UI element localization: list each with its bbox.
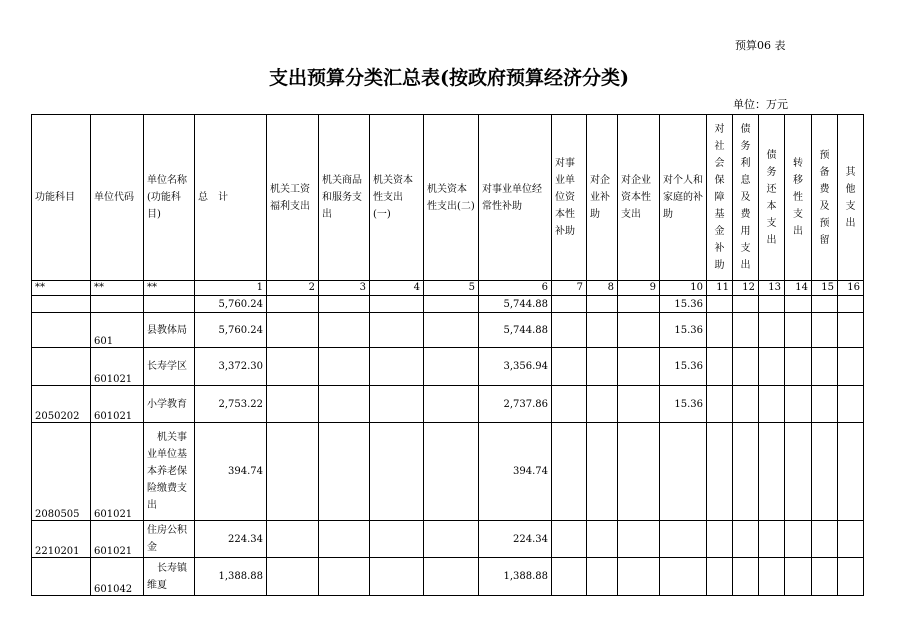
- c7-cell: [552, 521, 587, 558]
- c8-cell: [587, 296, 618, 313]
- unit-code-cell: 601042: [91, 558, 144, 596]
- unit-name-cell: 长寿镇维夏: [144, 558, 195, 596]
- c16-cell: [838, 386, 864, 423]
- c14-cell: [785, 348, 812, 386]
- header-c13: 债务还本支出: [759, 115, 785, 281]
- c12-cell: [733, 423, 759, 521]
- index-cell: **: [32, 281, 91, 296]
- c11-cell: [707, 313, 733, 348]
- header-c5: 机关资本性支出(二): [424, 115, 479, 281]
- c6-cell: 5,744.88: [479, 313, 552, 348]
- c15-cell: [812, 313, 838, 348]
- c11-cell: [707, 423, 733, 521]
- c8-cell: [587, 313, 618, 348]
- unit-code-cell: 601021: [91, 348, 144, 386]
- table-row: [32, 296, 864, 313]
- c9-cell: [618, 313, 660, 348]
- index-cell: 3: [319, 281, 370, 296]
- c9-cell: [618, 423, 660, 521]
- c2-cell: [267, 313, 319, 348]
- c2-cell: [267, 558, 319, 596]
- c8-cell: [587, 348, 618, 386]
- header-total: 总 计: [195, 115, 267, 281]
- c15-cell: [812, 558, 838, 596]
- c5-cell: [424, 296, 479, 313]
- c11-cell: [707, 521, 733, 558]
- header-c4: 机关资本性支出(一): [370, 115, 424, 281]
- c4-cell: [370, 348, 424, 386]
- c7-cell: [552, 296, 587, 313]
- c13-cell: [759, 386, 785, 423]
- total-cell: 2,753.22: [195, 386, 267, 423]
- c16-cell: [838, 423, 864, 521]
- c10-cell: 15.36: [660, 348, 707, 386]
- c7-cell: [552, 423, 587, 521]
- header-unit-name: 单位名称(功能科目): [144, 115, 195, 281]
- c2-cell: [267, 348, 319, 386]
- header-c3: 机关商品和服务支出: [319, 115, 370, 281]
- c15-cell: [812, 296, 838, 313]
- c4-cell: [370, 423, 424, 521]
- header-c15: 预备费及预留: [812, 115, 838, 281]
- total-cell: 5,760.24: [195, 296, 267, 313]
- c5-cell: [424, 521, 479, 558]
- c2-cell: [267, 296, 319, 313]
- index-cell: **: [144, 281, 195, 296]
- c12-cell: [733, 348, 759, 386]
- unit-name-cell: 长寿学区: [144, 348, 195, 386]
- c8-cell: [587, 558, 618, 596]
- total-cell: 1,388.88: [195, 558, 267, 596]
- c16-cell: [838, 313, 864, 348]
- c15-cell: [812, 521, 838, 558]
- c7-cell: [552, 348, 587, 386]
- c10-cell: 15.36: [660, 296, 707, 313]
- c6-cell: 1,388.88: [479, 558, 552, 596]
- c13-cell: [759, 521, 785, 558]
- c14-cell: [785, 521, 812, 558]
- c6-cell: 5,744.88: [479, 296, 552, 313]
- total-cell: 5,760.24: [195, 313, 267, 348]
- c16-cell: [838, 521, 864, 558]
- column-index-row: [32, 281, 864, 296]
- table-row: [32, 558, 864, 596]
- c11-cell: [707, 348, 733, 386]
- index-cell: 9: [618, 281, 660, 296]
- c4-cell: [370, 386, 424, 423]
- c15-cell: [812, 386, 838, 423]
- c14-cell: [785, 386, 812, 423]
- header-c12: 债务利息及费用支出: [733, 115, 759, 281]
- c5-cell: [424, 313, 479, 348]
- header-c10: 对个人和家庭的补助: [660, 115, 707, 281]
- c13-cell: [759, 423, 785, 521]
- header-row: [32, 115, 864, 281]
- func-subject-cell: [32, 348, 91, 386]
- table-row: [32, 521, 864, 558]
- c5-cell: [424, 423, 479, 521]
- table-row: [32, 423, 864, 521]
- c5-cell: [424, 348, 479, 386]
- unit-code-cell: 601021: [91, 386, 144, 423]
- func-subject-cell: [32, 296, 91, 313]
- c3-cell: [319, 558, 370, 596]
- c12-cell: [733, 313, 759, 348]
- c6-cell: 224.34: [479, 521, 552, 558]
- c4-cell: [370, 313, 424, 348]
- c11-cell: [707, 296, 733, 313]
- total-cell: 3,372.30: [195, 348, 267, 386]
- c13-cell: [759, 296, 785, 313]
- header-c6: 对事业单位经常性补助: [479, 115, 552, 281]
- c9-cell: [618, 296, 660, 313]
- index-cell: 4: [370, 281, 424, 296]
- c6-cell: 394.74: [479, 423, 552, 521]
- c12-cell: [733, 521, 759, 558]
- c14-cell: [785, 558, 812, 596]
- header-unit-code: 单位代码: [91, 115, 144, 281]
- budget-table: [31, 114, 864, 596]
- table-row: [32, 386, 864, 423]
- c11-cell: [707, 386, 733, 423]
- c10-cell: [660, 521, 707, 558]
- c3-cell: [319, 348, 370, 386]
- index-cell: 14: [785, 281, 812, 296]
- func-subject-cell: [32, 313, 91, 348]
- unit-name-cell: 县教体局: [144, 313, 195, 348]
- func-subject-cell: 2210201: [32, 521, 91, 558]
- header-c2: 机关工资福利支出: [267, 115, 319, 281]
- c15-cell: [812, 348, 838, 386]
- index-cell: 15: [812, 281, 838, 296]
- index-cell: 6: [479, 281, 552, 296]
- header-c16: 其他支出: [838, 115, 864, 281]
- c12-cell: [733, 296, 759, 313]
- c10-cell: 15.36: [660, 386, 707, 423]
- unit-code-cell: [91, 296, 144, 313]
- page-title: 支出预算分类汇总表(按政府预算经济分类): [269, 67, 629, 89]
- header-c14: 转移性支出: [785, 115, 812, 281]
- c2-cell: [267, 386, 319, 423]
- index-cell: 11: [707, 281, 733, 296]
- table-body: [32, 296, 864, 596]
- total-cell: 394.74: [195, 423, 267, 521]
- c11-cell: [707, 558, 733, 596]
- index-cell: 1: [195, 281, 267, 296]
- index-cell: 12: [733, 281, 759, 296]
- c3-cell: [319, 313, 370, 348]
- index-cell: 8: [587, 281, 618, 296]
- total-cell: 224.34: [195, 521, 267, 558]
- header-c8: 对企业补助: [587, 115, 618, 281]
- c4-cell: [370, 296, 424, 313]
- c8-cell: [587, 386, 618, 423]
- header-c11: 对社会保障基金补助: [707, 115, 733, 281]
- c15-cell: [812, 423, 838, 521]
- table-row: [32, 348, 864, 386]
- c6-cell: 3,356.94: [479, 348, 552, 386]
- c10-cell: [660, 558, 707, 596]
- c8-cell: [587, 423, 618, 521]
- c9-cell: [618, 521, 660, 558]
- func-subject-cell: 2050202: [32, 386, 91, 423]
- c16-cell: [838, 348, 864, 386]
- c14-cell: [785, 423, 812, 521]
- c16-cell: [838, 558, 864, 596]
- index-cell: 5: [424, 281, 479, 296]
- index-cell: 7: [552, 281, 587, 296]
- c7-cell: [552, 386, 587, 423]
- c2-cell: [267, 423, 319, 521]
- unit-code-cell: 601021: [91, 521, 144, 558]
- c13-cell: [759, 348, 785, 386]
- c3-cell: [319, 423, 370, 521]
- c5-cell: [424, 386, 479, 423]
- index-cell: **: [91, 281, 144, 296]
- c16-cell: [838, 296, 864, 313]
- func-subject-cell: 2080505: [32, 423, 91, 521]
- header-c9: 对企业资本性支出: [618, 115, 660, 281]
- index-cell: 13: [759, 281, 785, 296]
- header-func-subject: 功能科目: [32, 115, 91, 281]
- c14-cell: [785, 296, 812, 313]
- c8-cell: [587, 521, 618, 558]
- index-cell: 2: [267, 281, 319, 296]
- c3-cell: [319, 386, 370, 423]
- c6-cell: 2,737.86: [479, 386, 552, 423]
- c12-cell: [733, 386, 759, 423]
- c4-cell: [370, 521, 424, 558]
- unit-label: 单位：万元: [733, 98, 788, 111]
- c3-cell: [319, 521, 370, 558]
- c9-cell: [618, 348, 660, 386]
- unit-code-cell: 601021: [91, 423, 144, 521]
- table-row: [32, 313, 864, 348]
- c14-cell: [785, 313, 812, 348]
- unit-code-cell: 601: [91, 313, 144, 348]
- unit-name-cell: 小学教育: [144, 386, 195, 423]
- c9-cell: [618, 386, 660, 423]
- c2-cell: [267, 521, 319, 558]
- form-number: 预算06 表: [735, 39, 786, 52]
- unit-name-cell: 机关事业单位基本养老保险缴费支出: [144, 423, 195, 521]
- unit-name-cell: [144, 296, 195, 313]
- c13-cell: [759, 558, 785, 596]
- c12-cell: [733, 558, 759, 596]
- c3-cell: [319, 296, 370, 313]
- index-cell: 16: [838, 281, 864, 296]
- c7-cell: [552, 313, 587, 348]
- c10-cell: [660, 423, 707, 521]
- func-subject-cell: [32, 558, 91, 596]
- c4-cell: [370, 558, 424, 596]
- c7-cell: [552, 558, 587, 596]
- c9-cell: [618, 558, 660, 596]
- c13-cell: [759, 313, 785, 348]
- header-c7: 对事业单位资本性补助: [552, 115, 587, 281]
- c10-cell: 15.36: [660, 313, 707, 348]
- c5-cell: [424, 558, 479, 596]
- unit-name-cell: 住房公积金: [144, 521, 195, 558]
- index-cell: 10: [660, 281, 707, 296]
